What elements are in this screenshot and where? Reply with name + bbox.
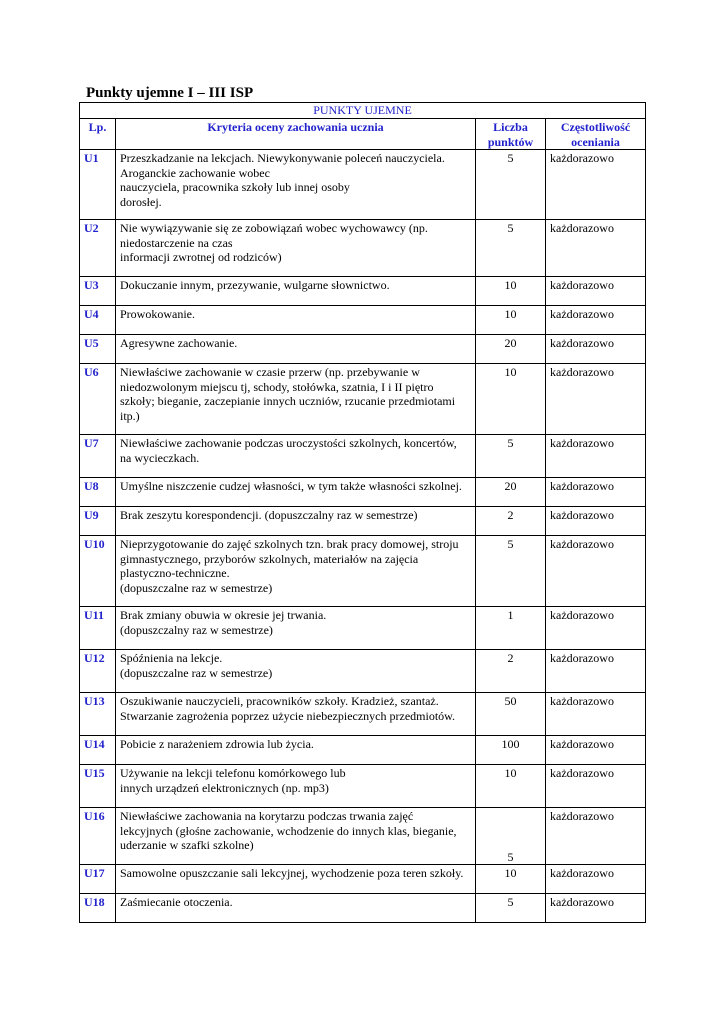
table-row: [80, 478, 646, 507]
row-code: U6: [80, 364, 116, 435]
criteria-line: lekcyjnych (głośne zachowanie, wchodzenie do innych klas, bieganie,: [120, 823, 457, 838]
row-frequency: każdorazowo: [546, 364, 646, 435]
criteria-line: informacji zwrotnej od rodziców): [120, 250, 282, 264]
penalty-points-table: [79, 102, 646, 923]
row-points: 5: [476, 808, 546, 865]
table-row: [80, 277, 646, 306]
header-criteria: Kryteria oceny zachowania ucznia: [116, 119, 476, 150]
table-row: [80, 650, 646, 693]
row-points: 5: [476, 220, 546, 277]
criteria-line: dorosłej.: [120, 194, 162, 209]
criteria-line: Nie wywiązywanie się ze zobowiązań wobec wychowawcy (np.: [120, 221, 428, 235]
table-row: [80, 693, 646, 736]
header-points-line2: punktów: [487, 134, 534, 149]
row-frequency: każdorazowo: [546, 306, 646, 335]
row-points: 20: [476, 335, 546, 364]
row-criteria: [116, 808, 476, 865]
row-frequency: każdorazowo: [546, 693, 646, 736]
row-frequency: każdorazowo: [546, 277, 646, 306]
row-frequency: każdorazowo: [546, 507, 646, 536]
row-criteria: [116, 150, 476, 220]
table-row: [80, 607, 646, 650]
row-code: U14: [80, 736, 116, 765]
criteria-line: Używanie na lekcji telefonu komórkowego lub: [120, 766, 346, 780]
row-code: U5: [80, 335, 116, 364]
table-row: [80, 765, 646, 808]
row-criteria: [116, 478, 476, 507]
criteria-line: Nieprzygotowanie do zajęć szkolnych tzn. brak pracy domowej, stroju: [120, 537, 459, 551]
row-frequency: każdorazowo: [546, 150, 646, 220]
row-code: U8: [80, 478, 116, 507]
criteria-line: niedozwolonym miejscu tj, schody, stołówka, szatnia, I i II piętro: [120, 379, 434, 394]
row-points: 10: [476, 277, 546, 306]
row-points: 10: [476, 865, 546, 894]
criteria-line: gimnastycznego, przyborów szkolnych, materiałów na zajęcia: [120, 551, 419, 566]
row-code: U12: [80, 650, 116, 693]
table-row: [80, 220, 646, 277]
row-points: 5: [476, 435, 546, 478]
row-points: 100: [476, 736, 546, 765]
row-frequency: każdorazowo: [546, 736, 646, 765]
row-criteria: [116, 536, 476, 607]
table-row: [80, 894, 646, 923]
criteria-line: niedostarczenie na czas: [120, 235, 233, 250]
row-points: 5: [476, 150, 546, 220]
header-points: [476, 119, 546, 150]
row-code: U2: [80, 220, 116, 277]
row-code: U16: [80, 808, 116, 865]
criteria-line: Umyślne niszczenie cudzej własności, w tym także własności szkolnej.: [120, 479, 462, 493]
criteria-line: Zaśmiecanie otoczenia.: [120, 895, 233, 909]
row-code: U18: [80, 894, 116, 923]
criteria-line: Dokuczanie innym, przezywanie, wulgarne słownictwo.: [120, 278, 390, 292]
table-row: [80, 335, 646, 364]
criteria-line: Oszukiwanie nauczycieli, pracowników szkoły. Kradzież, szantaż.: [120, 694, 439, 708]
table-row: [80, 736, 646, 765]
row-criteria: [116, 277, 476, 306]
table-row: [80, 507, 646, 536]
row-frequency: każdorazowo: [546, 650, 646, 693]
table-row: [80, 865, 646, 894]
criteria-line: Samowolne opuszczanie sali lekcyjnej, wychodzenie poza teren szkoły.: [120, 866, 464, 880]
criteria-line: Brak zmiany obuwia w okresie jej trwania.: [120, 608, 327, 622]
row-criteria: [116, 736, 476, 765]
row-frequency: każdorazowo: [546, 435, 646, 478]
row-criteria: [116, 765, 476, 808]
row-code: U3: [80, 277, 116, 306]
criteria-line: Przeszkadzanie na lekcjach. Niewykonywanie poleceń nauczyciela.: [120, 151, 445, 165]
criteria-line: (dopuszczalne raz w semestrze): [120, 580, 273, 595]
table-row: [80, 536, 646, 607]
row-points: 10: [476, 765, 546, 808]
criteria-line: Prowokowanie.: [120, 307, 195, 321]
row-criteria: [116, 507, 476, 536]
criteria-line: Niewłaściwe zachowania na korytarzu podczas trwania zajęć: [120, 809, 414, 823]
header-lp: Lp.: [80, 119, 116, 150]
row-criteria: [116, 894, 476, 923]
row-frequency: każdorazowo: [546, 607, 646, 650]
row-points: 5: [476, 894, 546, 923]
criteria-line: itp.): [120, 408, 140, 423]
criteria-line: Agresywne zachowanie.: [120, 336, 238, 350]
criteria-line: nauczyciela, pracownika szkoły lub innej osoby: [120, 180, 350, 194]
criteria-line: Brak zeszytu korespondencji. (dopuszczalny raz w semestrze): [120, 508, 418, 522]
table-row: [80, 435, 646, 478]
row-code: U11: [80, 607, 116, 650]
row-frequency: każdorazowo: [546, 335, 646, 364]
row-code: U17: [80, 865, 116, 894]
row-frequency: każdorazowo: [546, 536, 646, 607]
header-frequency: [546, 119, 646, 150]
table-row: [80, 306, 646, 335]
criteria-line: Niewłaściwe zachowanie w czasie przerw (np. przebywanie w: [120, 365, 420, 379]
row-points: 2: [476, 507, 546, 536]
row-points: 10: [476, 364, 546, 435]
row-criteria: [116, 650, 476, 693]
row-points: 1: [476, 607, 546, 650]
row-points: 5: [476, 536, 546, 607]
row-code: U9: [80, 507, 116, 536]
row-points: 2: [476, 650, 546, 693]
criteria-line: Niewłaściwe zachowanie podczas uroczystości szkolnych, koncertów,: [120, 436, 457, 450]
criteria-line: innych urządzeń elektronicznych (np. mp3): [120, 780, 329, 795]
criteria-line: Spóźnienia na lekcje.: [120, 651, 223, 665]
criteria-line: (dopuszczalne raz w semestrze): [120, 665, 273, 680]
row-code: U4: [80, 306, 116, 335]
row-points: 10: [476, 306, 546, 335]
row-criteria: [116, 607, 476, 650]
row-frequency: każdorazowo: [546, 220, 646, 277]
criteria-line: uderzanie w szafki szkolne): [120, 838, 254, 852]
row-criteria: [116, 220, 476, 277]
row-frequency: każdorazowo: [546, 865, 646, 894]
row-points: 20: [476, 478, 546, 507]
table-banner: PUNKTY UJEMNE: [80, 103, 646, 119]
criteria-line: (dopuszczalny raz w semestrze): [120, 622, 273, 637]
row-criteria: [116, 693, 476, 736]
criteria-line: Pobicie z narażeniem zdrowia lub życia.: [120, 737, 314, 751]
criteria-line: szkoły; bieganie, zaczepianie innych uczniów, rzucanie przedmiotami: [120, 394, 456, 408]
row-frequency: każdorazowo: [546, 478, 646, 507]
row-criteria: [116, 364, 476, 435]
table-row: [80, 150, 646, 220]
row-frequency: każdorazowo: [546, 894, 646, 923]
row-criteria: [116, 335, 476, 364]
page-title: Punkty ujemne I – III ISP: [86, 85, 254, 101]
table-row: [80, 364, 646, 435]
row-code: U15: [80, 765, 116, 808]
row-points: 50: [476, 693, 546, 736]
criteria-line: na wycieczkach.: [120, 450, 200, 465]
row-criteria: [116, 306, 476, 335]
row-code: U7: [80, 435, 116, 478]
header-points-line1: Liczba: [493, 120, 528, 134]
header-frequency-line2: oceniania: [571, 134, 620, 149]
table-body: [80, 150, 646, 923]
criteria-line: Aroganckie zachowanie wobec: [120, 165, 270, 180]
row-frequency: każdorazowo: [546, 808, 646, 865]
row-code: U1: [80, 150, 116, 220]
row-frequency: każdorazowo: [546, 765, 646, 808]
table-row: [80, 808, 646, 865]
header-frequency-line1: Częstotliwość: [560, 120, 631, 134]
row-criteria: [116, 865, 476, 894]
criteria-line: plastyczno-techniczne.: [120, 566, 230, 580]
row-code: U10: [80, 536, 116, 607]
row-code: U13: [80, 693, 116, 736]
row-criteria: [116, 435, 476, 478]
criteria-line: Stwarzanie zagrożenia poprzez użycie niebezpiecznych przedmiotów.: [120, 708, 456, 723]
